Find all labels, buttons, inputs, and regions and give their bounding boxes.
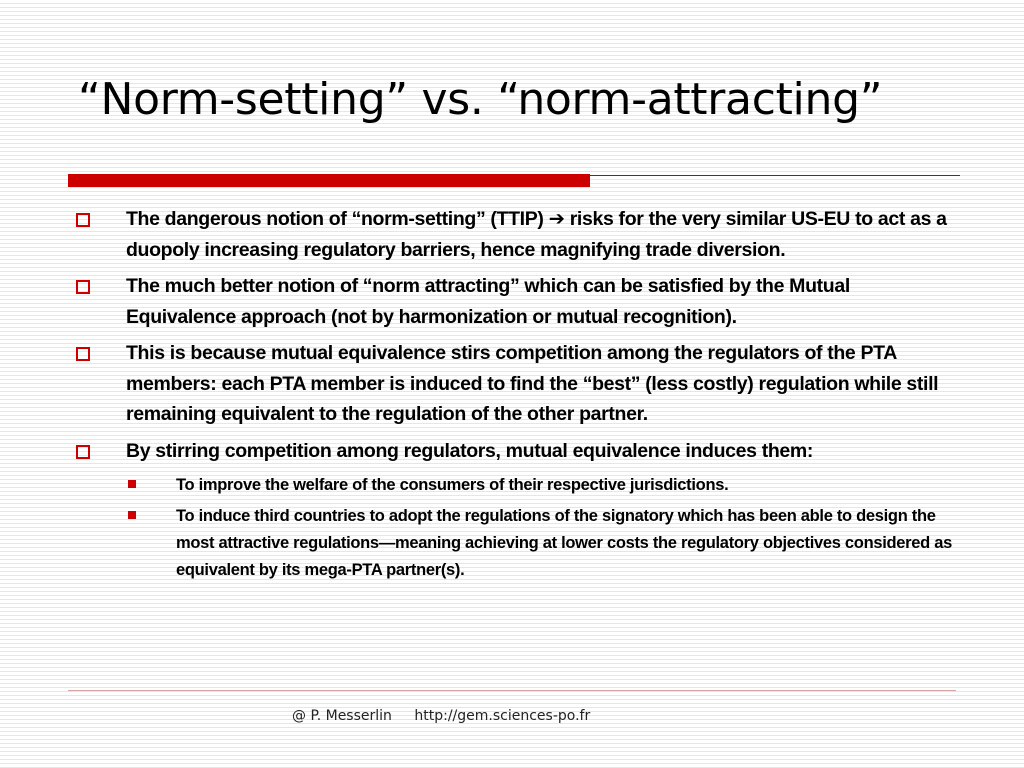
hollow-square-bullet-icon <box>76 347 90 361</box>
hollow-square-bullet-icon <box>76 280 90 294</box>
sub-bullet-item <box>126 472 956 499</box>
filled-square-bullet-icon <box>128 480 136 488</box>
sub-bullet-item <box>126 503 956 584</box>
slide-footer <box>292 706 608 726</box>
bullet-item <box>76 271 956 332</box>
hollow-square-bullet-icon <box>76 445 90 459</box>
slide-body <box>76 204 956 588</box>
bullet-text: risks for the very similar US-EU to act as a duopoly increasing regulatory barriers, hence magnifying trade diversion. <box>126 208 947 261</box>
bullet-text: The much better notion of “norm attracting” which can be satisfied by the Mutual Equivalence approach (not by harmonization or mutual recognition). <box>126 275 850 328</box>
footer-author: @ P. Messerlin <box>292 708 392 724</box>
title-underline-bar <box>68 174 590 187</box>
title-underline-thin <box>590 175 960 176</box>
sub-bullet-text: To induce third countries to adopt the regulations of the signatory which has been able to design the most attractive regulations—meaning achieving at lower costs the regulatory objectives considered as equivalent by its mega-PTA partner(s). <box>176 507 952 579</box>
footer-url: http://gem.sciences-po.fr <box>414 708 591 724</box>
bullet-text: This is because mutual equivalence stirs competition among the regulators of the PTA members: each PTA member is induced to find the “best” (less costly) regulation while still remaining equivalent to the regulation of the other partner. <box>126 342 939 425</box>
bullet-item <box>76 204 956 265</box>
bullet-item <box>76 338 956 430</box>
footer-divider <box>68 690 956 691</box>
bullet-item <box>76 436 956 467</box>
filled-square-bullet-icon <box>128 511 136 519</box>
bullet-text: The dangerous notion of “norm-setting” (TTIP) <box>126 208 549 230</box>
hollow-square-bullet-icon <box>76 213 90 227</box>
slide-title: “Norm-setting” vs. “norm-attracting” <box>78 74 883 125</box>
sub-bullet-text: To improve the welfare of the consumers of their respective jurisdictions. <box>176 476 729 494</box>
bullet-text: By stirring competition among regulators, mutual equivalence induces them: <box>126 439 814 462</box>
right-arrow-icon: ➔ <box>548 208 565 230</box>
